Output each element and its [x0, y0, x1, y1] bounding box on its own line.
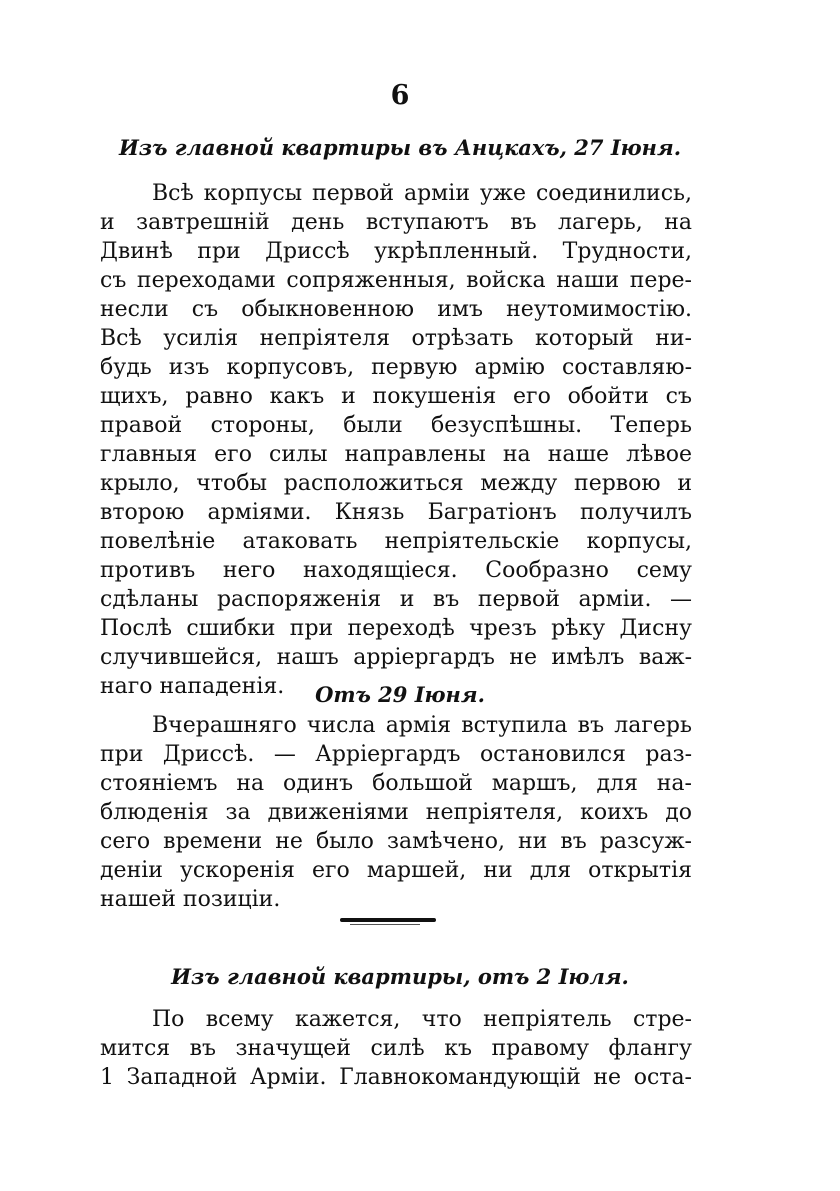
text-line: несли съ обыкновенною имъ неутомимостію. [100, 297, 692, 322]
text-line: деніи ускоренія его маршей, ни для открытія [100, 858, 692, 883]
text-line: повелѣніе атаковать непріятельскіе корпусы, [100, 529, 692, 554]
section-heading: Отъ 29 Іюня. [315, 682, 485, 707]
text-line: По всему кажется, что непріятель стре- [152, 1007, 692, 1032]
text-line: Двинѣ при Дриссѣ укрѣпленный. Трудности, [100, 239, 692, 264]
section-divider [340, 918, 436, 922]
text-line: мится въ значущей силѣ къ правому флангу [100, 1036, 692, 1061]
section-divider-underline [350, 924, 420, 925]
text-line: блюденія за движеніями непріятеля, коихъ до [100, 800, 692, 825]
page-number: 6 [390, 80, 410, 111]
text-line: случившейся, нашъ аррiергардъ не имѣлъ важ- [100, 645, 692, 670]
text-line: Всѣ корпусы первой арміи уже соединились, [152, 181, 692, 206]
text-line: главныя его силы направлены на наше лѣвое [100, 442, 692, 467]
text-line: Вчерашняго числа армія вступила въ лагерь [152, 713, 692, 738]
text-line: противъ него находящіеся. Сообразно сему [100, 558, 692, 583]
text-line: и завтрешній день вступаютъ въ лагерь, на [100, 210, 692, 235]
text-line: Всѣ усилія непріятеля отрѣзать который ни- [100, 326, 692, 351]
text-line: второю арміями. Князь Багратіонъ получилъ [100, 500, 692, 525]
text-line: 1 Западной Арміи. Главнокомандующій не оста- [100, 1065, 692, 1090]
text-line: сдѣланы распоряженія и въ первой арміи. — [100, 587, 692, 612]
text-line: при Дриссѣ. — Аррiергардъ остановился раз- [100, 742, 692, 767]
text-line: щихъ, равно какъ и покушенія его обойти съ [100, 384, 692, 409]
text-line: нашей позиціи. [100, 887, 281, 912]
text-line: крыло, чтобы расположиться между первою и [100, 471, 692, 496]
text-line: съ переходами сопряженныя, войска наши пере- [100, 268, 692, 293]
text-line: будь изъ корпусовъ, первую армію составляю- [100, 355, 692, 380]
text-line: правой стороны, были безуспѣшны. Теперь [100, 413, 692, 438]
text-line: сего времени не было замѣчено, ни въ разсуж- [100, 829, 692, 854]
section-heading: Изъ главной квартиры въ Анцкахъ, 27 Іюня. [118, 135, 682, 160]
text-line: наго нападенія. [100, 674, 285, 699]
text-line: Послѣ сшибки при переходѣ чрезъ рѣку Дисну [100, 616, 692, 641]
text-line: стояніемъ на одинъ большой маршъ, для на- [100, 771, 692, 796]
section-heading: Изъ главной квартиры, отъ 2 Іюля. [171, 964, 629, 989]
